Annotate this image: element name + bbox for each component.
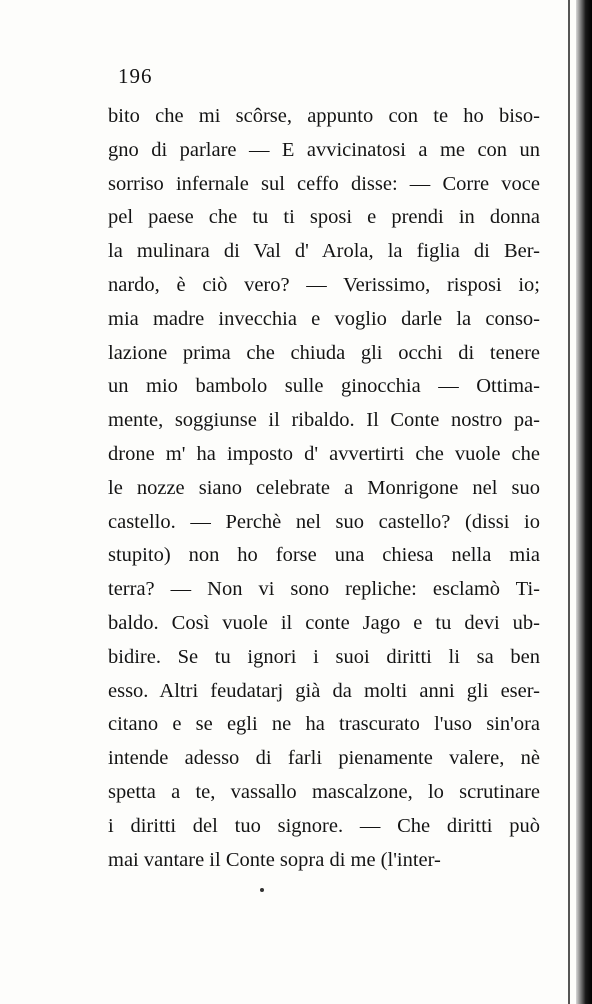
- book-spine-edge: [576, 0, 592, 1004]
- text-line: intende adesso di farli pienamente valere, nè: [108, 747, 540, 770]
- text-line: drone m' ha imposto d' avvertirti che vuole che: [108, 442, 540, 465]
- text-line: la mulinara di Val d' Arola, la figlia di Ber-: [108, 240, 540, 263]
- text-line: esso. Altri feudatarj già da molti anni gli eser-: [108, 679, 540, 702]
- text-line: mente, soggiunse il ribaldo. Il Conte nostro pa-: [108, 409, 540, 432]
- ink-speck: [260, 888, 264, 892]
- text-line: le nozze siano celebrate a Monrigone nel suo: [108, 476, 540, 499]
- text-line: un mio bambolo sulle ginocchia — Ottima-: [108, 375, 540, 398]
- text-line: sorriso infernale sul ceffo disse: — Corre voce: [108, 172, 540, 195]
- text-line: bidire. Se tu ignori i suoi diritti li sa ben: [108, 645, 540, 668]
- text-line: stupito) non ho forse una chiesa nella mia: [108, 544, 540, 567]
- body-text: [108, 100, 540, 877]
- text-line: pel paese che tu ti sposi e prendi in donna: [108, 206, 540, 229]
- page-number: 196: [118, 64, 153, 88]
- text-line: bito che mi scôrse, appunto con te ho biso-: [108, 105, 540, 127]
- text-line: spetta a te, vassallo mascalzone, lo scrutinare: [108, 780, 540, 803]
- text-line: i diritti del tuo signore. — Che diritti può: [108, 814, 540, 837]
- text-line: terra? — Non vi sono repliche: esclamò Ti-: [108, 578, 540, 601]
- text-line: lazione prima che chiuda gli occhi di tenere: [108, 341, 540, 364]
- text-line: nardo, è ciò vero? — Verissimo, risposi io;: [108, 273, 540, 296]
- text-line: castello. — Perchè nel suo castello? (dissi io: [108, 510, 540, 533]
- text-line: citano e se egli ne ha trascurato l'uso sin'ora: [108, 713, 540, 736]
- text-line: baldo. Così vuole il conte Jago e tu devi ub-: [108, 611, 540, 634]
- text-line: mai vantare il Conte sopra di me (l'inter-: [108, 848, 441, 871]
- text-line: mia madre invecchia e voglio darle la conso-: [108, 307, 540, 330]
- page-gutter-line: [568, 0, 570, 1004]
- text-line: gno di parlare — E avvicinatosi a me con un: [108, 138, 540, 161]
